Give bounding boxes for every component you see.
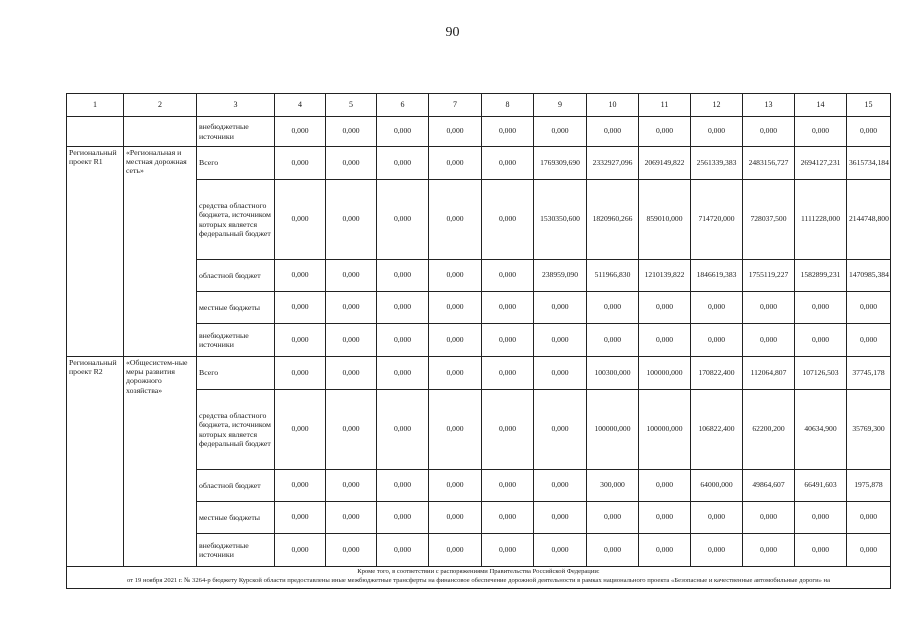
- value-cell: 3615734,184: [847, 147, 891, 180]
- value-cell: 0,000: [377, 147, 429, 180]
- value-cell: 714720,000: [691, 180, 743, 260]
- value-cell: 2483156,727: [743, 147, 795, 180]
- value-cell: 0,000: [482, 292, 534, 324]
- value-cell: 0,000: [275, 117, 326, 147]
- value-cell: 0,000: [639, 117, 691, 147]
- funding-source: Всего: [197, 357, 275, 390]
- budget-table: [66, 93, 891, 589]
- header-row: [67, 94, 891, 117]
- value-cell: 0,000: [534, 502, 587, 534]
- value-cell: 49864,607: [743, 470, 795, 502]
- value-cell: 0,000: [691, 534, 743, 567]
- value-cell: 0,000: [639, 292, 691, 324]
- value-cell: 1846619,383: [691, 260, 743, 292]
- value-cell: 0,000: [534, 117, 587, 147]
- value-cell: 0,000: [743, 534, 795, 567]
- value-cell: 0,000: [275, 324, 326, 357]
- value-cell: 0,000: [639, 470, 691, 502]
- value-cell: 0,000: [743, 324, 795, 357]
- column-header-1: 1: [67, 94, 124, 117]
- value-cell: 0,000: [482, 534, 534, 567]
- value-cell: 1470985,384: [847, 260, 891, 292]
- value-cell: 0,000: [534, 390, 587, 470]
- project-name: «Региональная и местная дорожная сеть»: [124, 147, 197, 357]
- value-cell: 0,000: [377, 502, 429, 534]
- funding-source: средства областного бюджета, источником которых является федеральный бюджет: [197, 180, 275, 260]
- value-cell: 0,000: [429, 357, 482, 390]
- value-cell: 0,000: [377, 117, 429, 147]
- funding-source: областной бюджет: [197, 260, 275, 292]
- value-cell: 0,000: [795, 292, 847, 324]
- value-cell: 0,000: [429, 502, 482, 534]
- value-cell: 0,000: [326, 147, 377, 180]
- value-cell: 0,000: [847, 502, 891, 534]
- value-cell: 0,000: [326, 180, 377, 260]
- value-cell: 0,000: [429, 534, 482, 567]
- value-cell: 0,000: [795, 534, 847, 567]
- value-cell: 106822,400: [691, 390, 743, 470]
- value-cell: 0,000: [429, 324, 482, 357]
- value-cell: 0,000: [795, 117, 847, 147]
- value-cell: 0,000: [482, 117, 534, 147]
- value-cell: 0,000: [326, 260, 377, 292]
- value-cell: 0,000: [534, 357, 587, 390]
- value-cell: 0,000: [275, 180, 326, 260]
- value-cell: 2069149,822: [639, 147, 691, 180]
- column-header-3: 3: [197, 94, 275, 117]
- value-cell: 0,000: [639, 534, 691, 567]
- column-header-15: 15: [847, 94, 891, 117]
- value-cell: 0,000: [275, 357, 326, 390]
- value-cell: 0,000: [587, 502, 639, 534]
- value-cell: 0,000: [482, 502, 534, 534]
- page-number: 90: [445, 25, 460, 40]
- value-cell: 1820960,266: [587, 180, 639, 260]
- value-cell: 100000,000: [639, 390, 691, 470]
- value-cell: 0,000: [639, 324, 691, 357]
- value-cell: 0,000: [326, 534, 377, 567]
- value-cell: 0,000: [482, 180, 534, 260]
- empty-cell: [124, 117, 197, 147]
- note-row: [67, 567, 891, 589]
- funding-source: Всего: [197, 147, 275, 180]
- value-cell: 1769309,690: [534, 147, 587, 180]
- value-cell: 0,000: [326, 502, 377, 534]
- project-name: «Общесистем-ные меры развития дорожного хозяйства»: [124, 357, 197, 567]
- empty-cell: [67, 117, 124, 147]
- column-header-9: 9: [534, 94, 587, 117]
- value-cell: 0,000: [429, 147, 482, 180]
- value-cell: 1755119,227: [743, 260, 795, 292]
- value-cell: 1111228,000: [795, 180, 847, 260]
- column-header-7: 7: [429, 94, 482, 117]
- value-cell: 0,000: [377, 324, 429, 357]
- value-cell: 0,000: [482, 147, 534, 180]
- value-cell: 0,000: [275, 390, 326, 470]
- value-cell: 0,000: [275, 470, 326, 502]
- column-header-6: 6: [377, 94, 429, 117]
- column-header-4: 4: [275, 94, 326, 117]
- value-cell: 0,000: [691, 324, 743, 357]
- value-cell: 511966,830: [587, 260, 639, 292]
- value-cell: 2332927,096: [587, 147, 639, 180]
- value-cell: 0,000: [482, 324, 534, 357]
- value-cell: 0,000: [534, 470, 587, 502]
- table-row: [67, 147, 891, 180]
- funding-source: внебюджетные источники: [197, 117, 275, 147]
- value-cell: 0,000: [534, 292, 587, 324]
- funding-source: местные бюджеты: [197, 292, 275, 324]
- value-cell: 0,000: [691, 117, 743, 147]
- funding-source: внебюджетные источники: [197, 324, 275, 357]
- value-cell: 238959,090: [534, 260, 587, 292]
- column-header-11: 11: [639, 94, 691, 117]
- value-cell: 66491,603: [795, 470, 847, 502]
- value-cell: 1975,878: [847, 470, 891, 502]
- value-cell: 0,000: [587, 117, 639, 147]
- value-cell: 0,000: [429, 260, 482, 292]
- value-cell: 0,000: [587, 534, 639, 567]
- value-cell: 0,000: [275, 292, 326, 324]
- value-cell: 300,000: [587, 470, 639, 502]
- note-cell: [67, 567, 891, 589]
- value-cell: 2561339,383: [691, 147, 743, 180]
- project-code: Региональный проект R2: [67, 357, 124, 567]
- value-cell: 0,000: [377, 470, 429, 502]
- value-cell: 0,000: [482, 260, 534, 292]
- value-cell: 0,000: [275, 502, 326, 534]
- value-cell: 0,000: [326, 470, 377, 502]
- funding-source: местные бюджеты: [197, 502, 275, 534]
- value-cell: 0,000: [275, 260, 326, 292]
- column-header-5: 5: [326, 94, 377, 117]
- value-cell: 0,000: [795, 502, 847, 534]
- value-cell: 100000,000: [639, 357, 691, 390]
- column-header-13: 13: [743, 94, 795, 117]
- value-cell: 728037,500: [743, 180, 795, 260]
- value-cell: 0,000: [275, 534, 326, 567]
- value-cell: 0,000: [534, 324, 587, 357]
- value-cell: 0,000: [326, 324, 377, 357]
- value-cell: 0,000: [482, 390, 534, 470]
- note-line: от 19 ноября 2021 г. № 3264-р бюджету Курской области предоставлены иные межбюджетные трансферты на финансовое обеспечение дорожной деятельности в рамках национального проекта «Безопасные и качественные автомобильные дороги» на: [126, 576, 831, 584]
- value-cell: 0,000: [639, 502, 691, 534]
- column-header-8: 8: [482, 94, 534, 117]
- table-body: [67, 94, 891, 589]
- value-cell: 0,000: [482, 470, 534, 502]
- value-cell: 0,000: [743, 117, 795, 147]
- value-cell: 0,000: [377, 292, 429, 324]
- value-cell: 0,000: [326, 292, 377, 324]
- value-cell: 2144748,800: [847, 180, 891, 260]
- value-cell: 0,000: [377, 357, 429, 390]
- value-cell: 1582899,231: [795, 260, 847, 292]
- value-cell: 0,000: [691, 502, 743, 534]
- value-cell: 0,000: [847, 117, 891, 147]
- value-cell: 2694127,231: [795, 147, 847, 180]
- value-cell: 0,000: [743, 502, 795, 534]
- value-cell: 37745,178: [847, 357, 891, 390]
- value-cell: 100000,000: [587, 390, 639, 470]
- column-header-12: 12: [691, 94, 743, 117]
- value-cell: 0,000: [743, 292, 795, 324]
- note-line: Кроме того, в соответствии с распоряжениями Правительства Российской Федерации:: [357, 568, 600, 575]
- value-cell: 0,000: [429, 292, 482, 324]
- value-cell: 0,000: [587, 324, 639, 357]
- value-cell: 0,000: [534, 534, 587, 567]
- value-cell: 1210139,822: [639, 260, 691, 292]
- value-cell: 0,000: [691, 292, 743, 324]
- value-cell: 100300,000: [587, 357, 639, 390]
- funding-source: областной бюджет: [197, 470, 275, 502]
- value-cell: 0,000: [795, 324, 847, 357]
- value-cell: 0,000: [587, 292, 639, 324]
- table-row: [67, 357, 891, 390]
- value-cell: 35769,300: [847, 390, 891, 470]
- value-cell: 0,000: [847, 534, 891, 567]
- value-cell: 112064,807: [743, 357, 795, 390]
- value-cell: 0,000: [326, 357, 377, 390]
- table-row: [67, 117, 891, 147]
- value-cell: 859010,000: [639, 180, 691, 260]
- funding-source: внебюджетные источники: [197, 534, 275, 567]
- value-cell: 0,000: [429, 390, 482, 470]
- column-header-10: 10: [587, 94, 639, 117]
- value-cell: 0,000: [847, 292, 891, 324]
- column-header-14: 14: [795, 94, 847, 117]
- value-cell: 0,000: [429, 470, 482, 502]
- value-cell: 0,000: [377, 390, 429, 470]
- value-cell: 170822,400: [691, 357, 743, 390]
- value-cell: 0,000: [377, 180, 429, 260]
- value-cell: 0,000: [429, 180, 482, 260]
- value-cell: 0,000: [326, 390, 377, 470]
- value-cell: 1530350,600: [534, 180, 587, 260]
- column-header-2: 2: [124, 94, 197, 117]
- value-cell: 0,000: [429, 117, 482, 147]
- value-cell: 0,000: [275, 147, 326, 180]
- funding-source: средства областного бюджета, источником которых является федеральный бюджет: [197, 390, 275, 470]
- value-cell: 0,000: [326, 117, 377, 147]
- value-cell: 0,000: [482, 357, 534, 390]
- value-cell: 107126,503: [795, 357, 847, 390]
- value-cell: 40634,900: [795, 390, 847, 470]
- value-cell: 0,000: [377, 260, 429, 292]
- value-cell: 62200,200: [743, 390, 795, 470]
- project-code: Региональный проект R1: [67, 147, 124, 357]
- value-cell: 0,000: [847, 324, 891, 357]
- value-cell: 64000,000: [691, 470, 743, 502]
- value-cell: 0,000: [377, 534, 429, 567]
